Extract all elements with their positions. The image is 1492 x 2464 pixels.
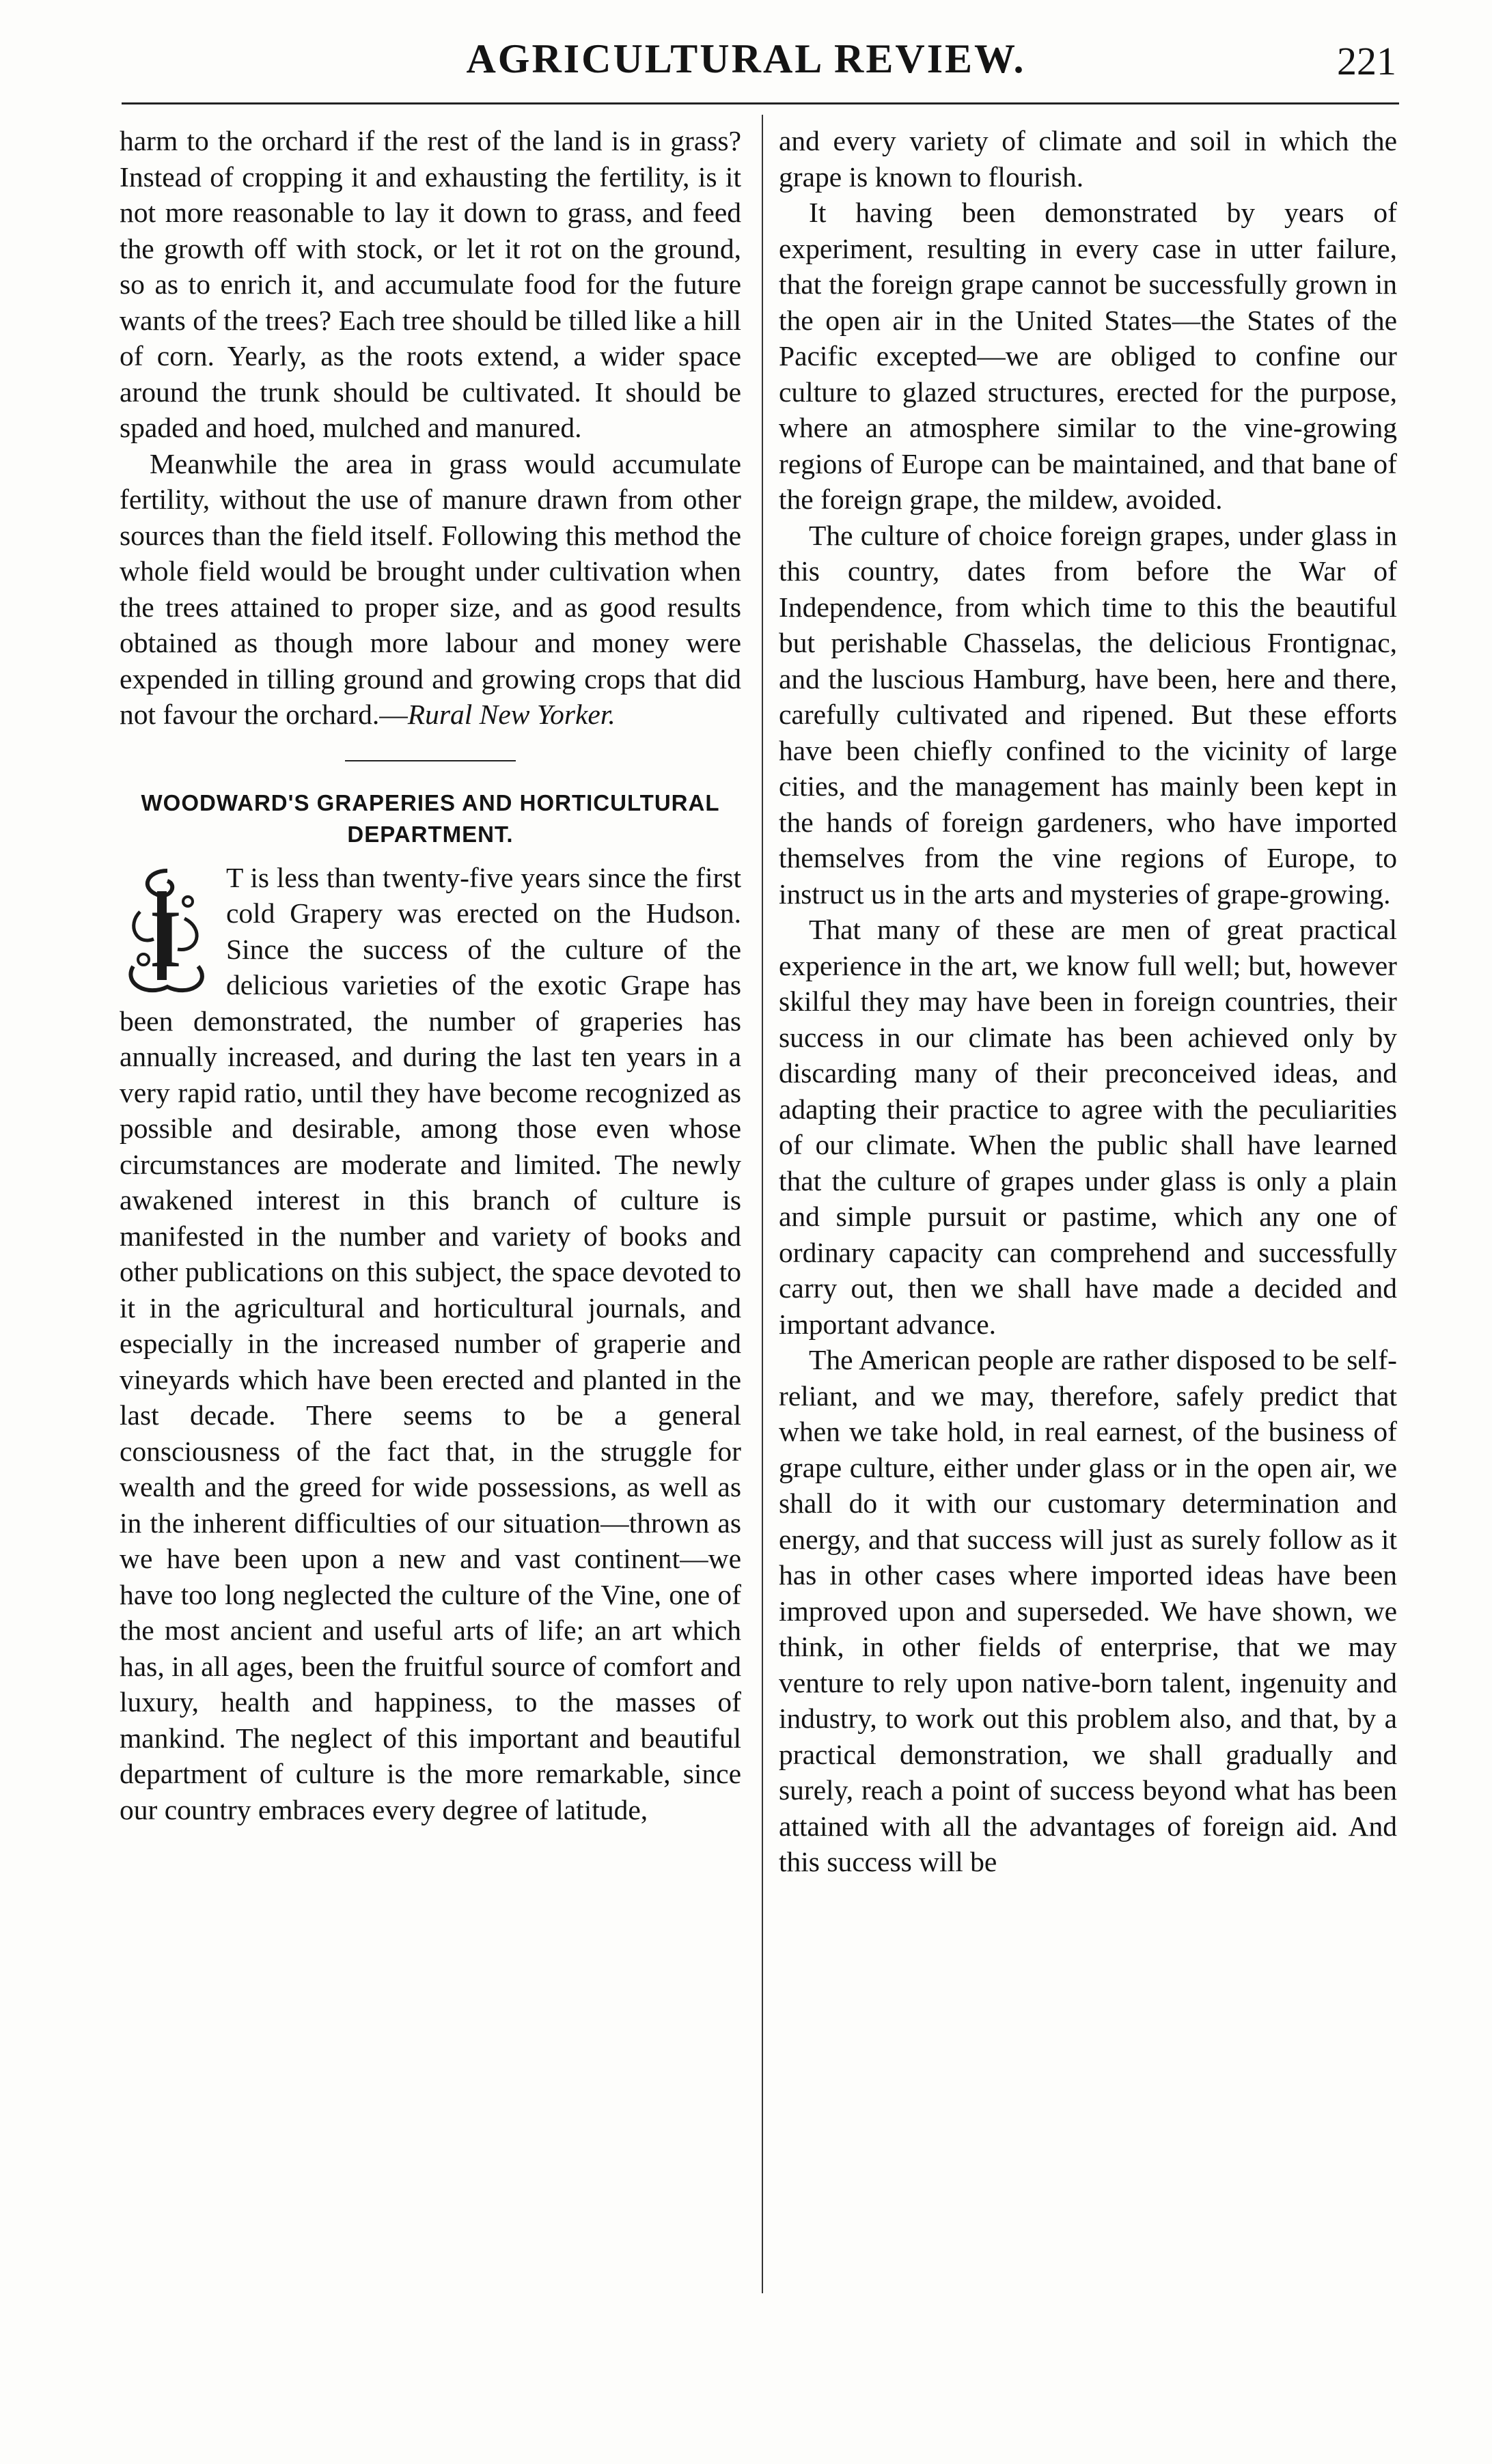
running-head	[0, 36, 1492, 90]
right-paragraph-5: The American people are rather disposed to be self-reliant, and we may, therefore, safely predict that when we take hold, in real earnest, of the business of grape culture, either under glass or in the open air, we shall do it with our customary determination and energy, and that success will just as surely follow as it has in other cases where imported ideas have been improved upon and superseded. We have shown, we think, in other fields of enterprise, that we may venture to rely upon native-born talent, ingenuity and industry, to work out this problem also, and that, by a practical demonstration, we shall gradually and surely, reach a point of success beyond what has been attained with all the advantages of foreign aid. And this success will be	[779, 1344, 1397, 1877]
left-paragraph-1: harm to the orchard if the rest of the land is in grass? Instead of cropping it and exhausting the fertility, is it not more reasonable to lay it down to grass, and feed the growth off with stock, or let it rot on the ground, so as to enrich it, and accumulate food for the future wants of the trees? Each tree should be tilled like a hill of corn. Yearly, as the roots extend, a wider space around the trunk should be cultivated. It should be spaded and hoed, mulched and manured.	[120, 125, 741, 443]
right-paragraph-4: That many of these are men of great practical experience in the art, we know full well; but, however skilful they may have been in foreign countries, their success in our climate has been achieved only by discarding many of their preconceived ideas, and adapting their practice to agree with the peculiarities of our climate. When the public shall have learned that the culture of grapes under glass is only a plain and simple pursuit or pastime, which any one of ordinary capacity can comprehend and successfully carry out, then we shall have made a decided and important advance.	[779, 914, 1397, 1340]
ornamental-dropcap	[120, 864, 215, 1000]
attribution: Rural New Yorker.	[407, 699, 616, 730]
right-column	[779, 123, 1397, 1880]
left-paragraph-3	[120, 860, 741, 1828]
page-number: 221	[1337, 39, 1396, 83]
section-title: WOODWARD'S GRAPERIES AND HORTICULTURAL DEPARTMENT.	[141, 789, 720, 847]
left-paragraph-2-text: Meanwhile the area in grass would accumulate fertility, without the use of manure drawn from other sources than the field itself. Following this method the whole field would be brought under cultivation when the trees attained to proper size, and as good results obtained as though more labour and money were expended in tilling ground and growing crops that did not favour the orchard.—	[120, 447, 741, 730]
header-rule	[122, 102, 1399, 104]
dropcap-letter: I	[150, 893, 182, 984]
left-column	[120, 123, 741, 1828]
right-paragraph-3: The culture of choice foreign grapes, under glass in this country, dates from before the War of Independence, from which time to this the beautiful but perishable Chasselas, the delicious Frontignac, and the luscious Hamburg, have been, here and there, carefully cultivated and ripened. But these efforts have been chiefly confined to the vicinity of large cities, and the management has mainly been kept in the hands of foreign gardeners, who have imported themselves from the vine regions of Europe, to instruct us in the arts and mysteries of grape-growing.	[779, 519, 1397, 910]
left-paragraph-3-text: T is less than twenty-five years since the first cold Grapery was erected on the Hudson. Since the success of the culture of the delicious varieties of the exotic Grape has been demonstrated, the number of graperies has annually increased, and during the last ten years in a very rapid ratio, until they have become recognized as possible and desirable, among those even whose circumstances are moderate and limited. The newly awakened interest in this branch of culture is manifested in the number and variety of books and other publications on this subject, the space devoted to it in the agricultural and horticultural journals, and especially in the increased number of graperie and vineyards which have been erected and planted in the last decade. There seems to be a general consciousness of the fact that, in the struggle for wealth and the greed for wide possessions, as well as in the inherent difficulties of our situation—thrown as we have been upon a new and vast continent—we have too long neglected the culture of the Vine, one of the most ancient and useful arts of life; an art which has, in all ages, been the fruitful source of comfort and luxury, health and happiness, to the masses of mankind. The neglect of this important and beautiful department of culture is the more remarkable, since our country embraces every degree of latitude,	[120, 861, 741, 1825]
right-paragraph-2: It having been demonstrated by years of experiment, resulting in every case in utter failure, that the foreign grape cannot be successfully grown in the open air in the United States—the States of the Pacific excepted—we are obliged to confine our culture to glazed structures, erected for the purpose, where an atmosphere similar to the vine-growing regions of Europe can be maintained, and that bane of the foreign grape, the mildew, avoided.	[779, 197, 1397, 515]
section-rule	[345, 760, 516, 761]
column-divider	[762, 115, 763, 2293]
running-title: AGRICULTURAL REVIEW.	[466, 36, 1026, 81]
left-paragraph-2	[120, 446, 741, 733]
right-paragraph-1: and every variety of climate and soil in which the grape is known to flourish.	[779, 125, 1397, 193]
